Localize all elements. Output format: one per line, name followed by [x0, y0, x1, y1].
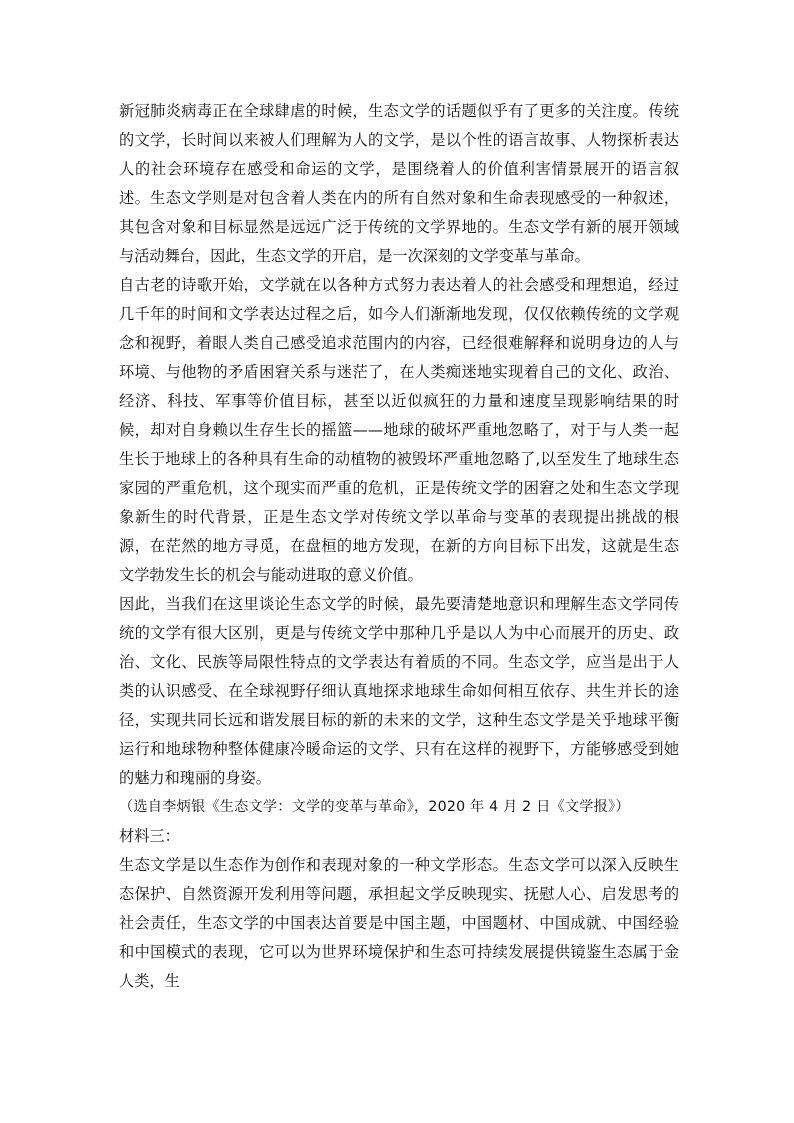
paragraph-3: 因此，当我们在这里谈论生态文学的时候，最先要清楚地意识和理解生态文学同传统的文学有很大区别，更是与传统文学中那种几乎是以人为中心而展开的历史、政治、文化、民族等局限性特点的文学表达有着质的不同。生态文学，应当是出于人类的认识感受、在全球视野仔细认真地探求地球生命如何相互依存、共生并长的途径，实现共同长远和谐发展目标的新的未来的文学，这种生态文学是关乎地球平衡运行和地球物种整体健康冷暖命运的文学、只有在这样的视野下，方能够感受到她的魅力和瑰丽的身姿。: [119, 595, 679, 787]
paragraph-2: 自古老的诗歌开始，文学就在以各种方式努力表达着人的社会感受和理想追，经过几千年的时间和文学表达过程之后，如今人们渐渐地发现，仅仅依赖传统的文学观念和视野，着眼人类自己感受追求范围内的内容，已经很难解释和说明身边的人与环境、与他物的矛盾困窘关系与迷茫了，在人类痴迷地实现着自己的文化、政治、经济、科技、军事等价值目标，甚至以近似疯狂的力量和速度呈现影响结果的时候，却对自身赖以生存生长的摇篮——地球的破坏严重地忽略了，对于与人类一起生长于地球上的各种具有生命的动植物的被毁坏严重地忽略了,以至发生了地球生态家园的严重危机，这个现实而严重的危机，正是传统文学的困窘之处和生态文学现象新生的时代背景，正是生态文学对传统文学以革命与变革的表现提出挑战的根源，在茫然的地方寻觅，在盘桓的地方发现，在新的方向目标下出发，这就是生态文学勃发生长的机会与能动进取的意义价值。: [119, 276, 679, 584]
section-paragraph: 生态文学是以生态作为创作和表现对象的一种文学形态。生态文学可以深入反映生态保护、自然资源开发利用等问题，承担起文学反映现实、抚慰人心、启发思考的社会责任，生态文学的中国表达首要是中国主题，中国题材、中国成就、中国经验和中国模式的表现，它可以为世界环境保护和生态可持续发展提供镜鉴生态属于金人类，生: [119, 856, 679, 990]
document-body: [119, 97, 679, 996]
source-citation: （选自李炳银《生态文学：文学的变革与革命》，2020 年 4 月 2 日《文学报》）: [119, 799, 630, 815]
paragraph-1: 新冠肺炎病毒正在全球肆虐的时候，生态文学的话题似乎有了更多的关注度。传统的文学，长时间以来被人们理解为人的文学，是以个性的语言故事、人物探析表达人的社会环境存在感受和命运的文学，是围绕着人的价值利害情景展开的语言叙述。生态文学则是对包含着人类在内的所有自然对象和生命表现感受的一种叙述，其包含对象和目标显然是远远广泛于传统的文学界地的。生态文学有新的展开领域与活动舞台，因此，生态文学的开启，是一次深刻的文学变革与革命。: [119, 102, 679, 265]
section-label: 材料三：: [119, 827, 180, 845]
